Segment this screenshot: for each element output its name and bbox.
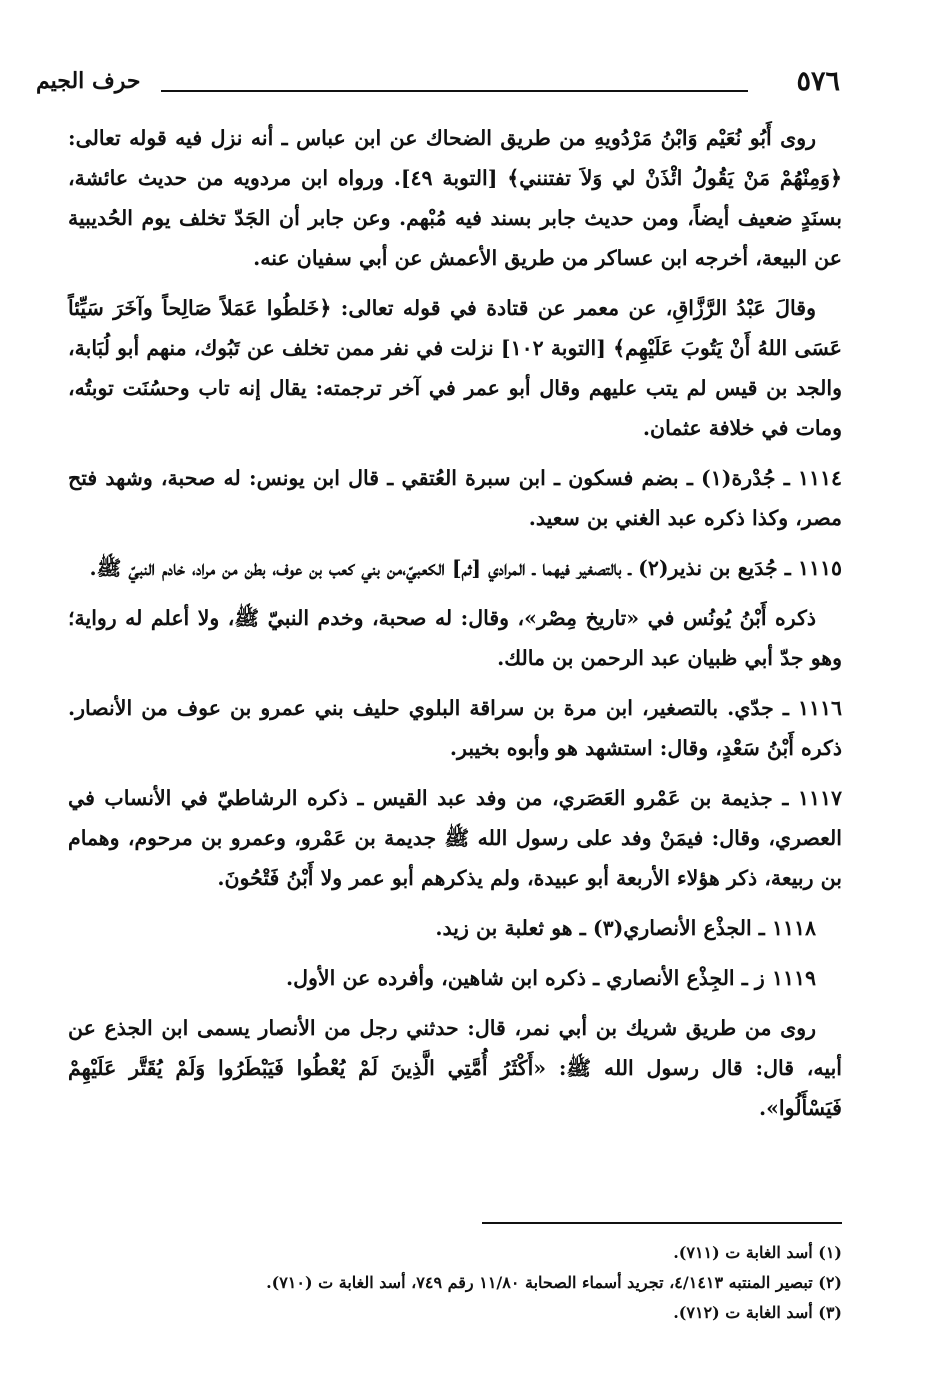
entry-1115: ١١١٥ ـ جُدَيع بن نذير(٢) ـ بالتصغير فيهما ـ المرادي [ثم] الكعبيّ،من بني كعب بن عوف، بطن من مراد، خادم النبيّ ﷺ. bbox=[89, 556, 842, 580]
page-header bbox=[36, 62, 840, 104]
footnote-3: (٣) أسد الغابة ت (٧١٢). bbox=[673, 1303, 842, 1322]
entry-1114: ١١١٤ ـ جُدْرة(١) ـ بضم فسكون ـ ابن سبرة العُتقي ـ قال ابن يونس: له صحبة، وشهد فتح مصر، وكذا ذكره عبد الغني بن سعيد. bbox=[68, 466, 842, 530]
paragraph-2: وقالَ عَبْدُ الرَّزَّاقِ، عن معمر عن قتادة في قوله تعالى: ﴿خَلطُوا عَمَلاً صَالِحاً وآخَرَ سَيِّئاً عَسَى اللهُ أَنْ يَتُوبَ عَلَيْهِم﴾ [التوبة ١٠٢] نزلت في نفر ممن تخلف عن تَبُوك، منهم أبو لُبَابة، والجد بن قيس لم يتب عليهم وقال أبو عمر في آخر ترجمته: يقال إنه تاب وحسُنَت توبتُه، ومات في خلافة عثمان. bbox=[68, 296, 842, 440]
paragraph-1: روى أَبُو نُعَيْم وَابْنُ مَرْدُويهِ من طريق الضحاك عن ابن عباس ـ أنه نزل فيه قوله تعالى: ﴿وَمِنْهُمْ مَنْ يَقُولُ ائْذَنْ لي وَلاَ تفتنني﴾ [التوبة ٤٩]. ورواه ابن مردويه من حديث عائشة، بسنَدٍ ضعيف أيضاً، ومن حديث جابر بسند فيه مُبْهم. وعن جابر أن الجَدّ تخلف يوم الحُديبية عن البيعة، أخرجه ابن عساكر من طريق الأعمش عن أبي سفيان عنه. bbox=[68, 126, 842, 270]
entry-1117: ١١١٧ ـ جذيمة بن عَمْرو العَصَري، من وفد عبد القيس ـ ذكره الرشاطيّ في الأنساب في العصري، وقال: فيمَنْ وفد على رسول الله ﷺ جديمة بن عَمْرو، وعمرو بن مرحوم، وهمام بن ربيعة، ذكر هؤلاء الأربعة أبو عبيدة، ولم يذكرهم أبو عمر ولا أَبْنُ فَتْحُونَ. bbox=[68, 786, 842, 890]
entry-1118: ١١١٨ ـ الجذْع الأنصاري(٣) ـ هو ثعلبة بن زيد. bbox=[435, 916, 816, 940]
page-number: ٥٧٦ bbox=[796, 66, 840, 97]
header-rule bbox=[161, 90, 748, 92]
paragraph-1115-note: ذكره أَبْنُ يُونُس في «تاريخ مِصْر»، وقال: له صحبة، وخدم النبيّ ﷺ، ولا أعلم له رواية؛ وهو جدّ أبي ظبيان عبد الرحمن بن مالك. bbox=[68, 606, 842, 670]
main-text bbox=[68, 118, 842, 1138]
footnote-2: (٢) تبصير المنتبه ٤/١٤١٣، تجريد أسماء الصحابة ١١/٨٠ رقم ٧٤٩، أسد الغابة ت (٧١٠). bbox=[266, 1273, 842, 1292]
footnote-1: (١) أسد الغابة ت (٧١١). bbox=[673, 1243, 842, 1262]
entry-1119: ١١١٩ ز ـ الجِذْع الأنصاري ـ ذكره ابن شاهين، وأفرده عن الأول. bbox=[285, 966, 816, 990]
paragraph-1119-note: روى من طريق شريك بن أبي نمر، قال: حدثني رجل من الأنصار يسمى ابن الجذع عن أبيه، قال: قال رسول الله ﷺ: «أَكْثَرُ أُمَّتِي الَّذِينَ لَمْ يُعْطُوا فَيَبْطَرُوا وَلَمْ يُقَتَّر عَلَيْهِمْ فَيَسْأَلُوا». bbox=[68, 1016, 842, 1120]
footnotes bbox=[68, 1222, 842, 1328]
footnote-rule bbox=[482, 1222, 842, 1224]
entry-1116: ١١١٦ ـ جدّي. بالتصغير، ابن مرة بن سراقة البلوي حليف بني عمرو بن عوف من الأنصار. ذكره أَبْنُ سَعْدٍ، وقال: استشهد هو وأبوه بخيبر. bbox=[68, 696, 842, 760]
running-head: حرف الجيم bbox=[36, 68, 141, 94]
